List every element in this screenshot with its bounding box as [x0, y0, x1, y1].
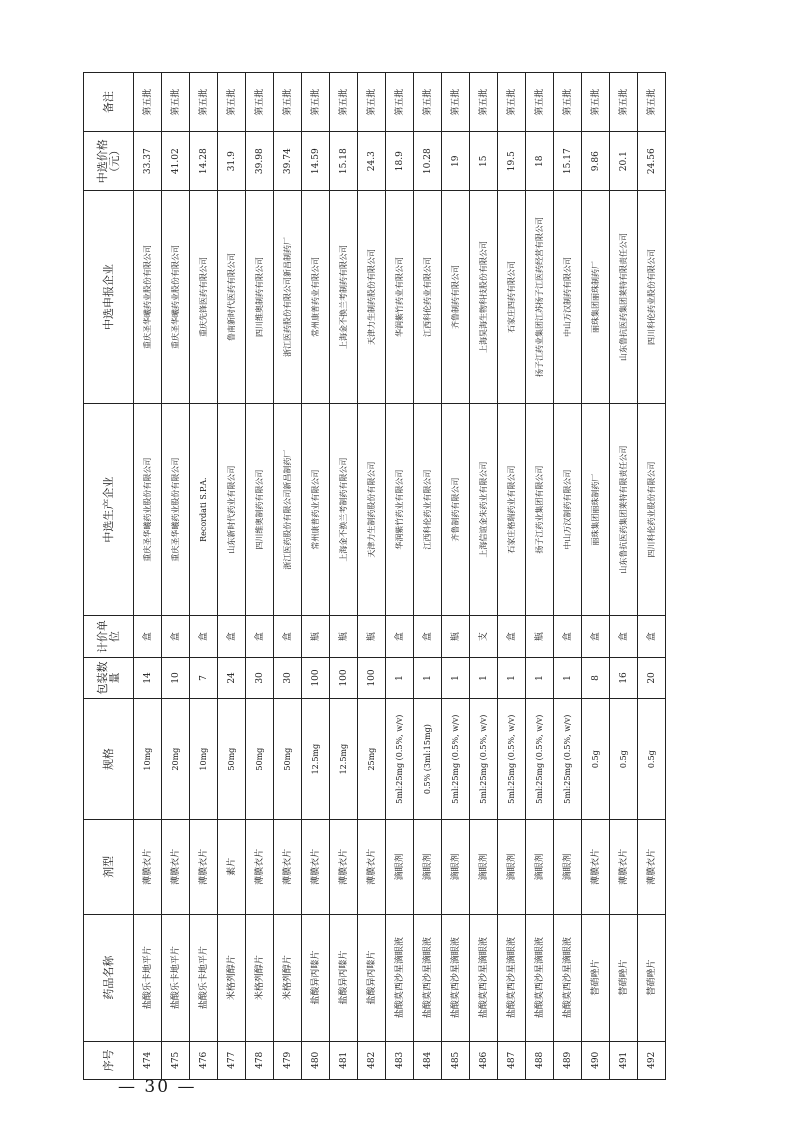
col-header-dosage-form: 剂型	[84, 820, 134, 914]
cell-index: 475	[162, 1041, 190, 1079]
cell-index: 488	[526, 1041, 554, 1079]
cell-unit: 瓶	[442, 616, 470, 657]
cell-unit: 盒	[190, 616, 218, 657]
table-row	[498, 73, 526, 1080]
cell-unit: 盒	[218, 616, 246, 657]
cell-applicant: 齐鲁制药有限公司	[442, 191, 470, 404]
cell-dosage-form: 滴眼剂	[526, 820, 554, 914]
cell-index: 480	[302, 1041, 330, 1079]
table-row	[190, 73, 218, 1080]
cell-price: 19	[442, 132, 470, 191]
cell-drug-name: 替硝唑片	[610, 914, 638, 1041]
cell-pack-qty: 1	[470, 657, 498, 698]
table-row	[218, 73, 246, 1080]
cell-manufacturer: 四川维奥制药有限公司	[246, 403, 274, 616]
cell-index: 476	[190, 1041, 218, 1079]
cell-spec: 10mg	[134, 699, 162, 820]
cell-remark: 第五批	[498, 73, 526, 132]
cell-index: 481	[330, 1041, 358, 1079]
cell-drug-name: 盐酸莫西沙星滴眼液	[498, 914, 526, 1041]
table-row	[442, 73, 470, 1080]
cell-applicant: 四川维奥制药有限公司	[246, 191, 274, 404]
cell-spec: 50mg	[274, 699, 302, 820]
cell-remark: 第五批	[218, 73, 246, 132]
cell-drug-name: 盐酸莫西沙星滴眼液	[470, 914, 498, 1041]
cell-spec: 5ml:25mg (0.5%, w/v)	[470, 699, 498, 820]
cell-spec: 12.5mg	[330, 699, 358, 820]
cell-manufacturer: 扬子江药业集团有限公司	[526, 403, 554, 616]
cell-pack-qty: 30	[274, 657, 302, 698]
cell-manufacturer: 石家庄格瑞药业有限公司	[498, 403, 526, 616]
cell-spec: 0.5g	[638, 699, 666, 820]
cell-dosage-form: 薄膜衣片	[582, 820, 610, 914]
cell-unit: 支	[470, 616, 498, 657]
cell-unit: 盒	[414, 616, 442, 657]
cell-pack-qty: 8	[582, 657, 610, 698]
cell-remark: 第五批	[442, 73, 470, 132]
cell-price: 14.28	[190, 132, 218, 191]
col-header-pack-qty: 包装数量	[84, 657, 134, 698]
table-row	[526, 73, 554, 1080]
cell-manufacturer: 山东新时代药业有限公司	[218, 403, 246, 616]
cell-index: 486	[470, 1041, 498, 1079]
cell-spec: 25mg	[358, 699, 386, 820]
table-row	[386, 73, 414, 1080]
cell-price: 19.5	[498, 132, 526, 191]
cell-drug-name: 盐酸莫西沙星滴眼液	[526, 914, 554, 1041]
cell-dosage-form: 薄膜衣片	[162, 820, 190, 914]
cell-pack-qty: 30	[246, 657, 274, 698]
cell-index: 487	[498, 1041, 526, 1079]
cell-pack-qty: 1	[526, 657, 554, 698]
cell-index: 483	[386, 1041, 414, 1079]
cell-price: 20.1	[610, 132, 638, 191]
cell-unit: 瓶	[330, 616, 358, 657]
cell-price: 39.74	[274, 132, 302, 191]
cell-unit: 盒	[246, 616, 274, 657]
cell-remark: 第五批	[162, 73, 190, 132]
cell-remark: 第五批	[470, 73, 498, 132]
cell-pack-qty: 1	[554, 657, 582, 698]
cell-spec: 5ml:25mg (0.5%, w/v)	[498, 699, 526, 820]
cell-drug-name: 米格列醇片	[274, 914, 302, 1041]
cell-spec: 5ml:25mg (0.5%, w/v)	[442, 699, 470, 820]
cell-manufacturer: 上海金不换兰考制药有限公司	[330, 403, 358, 616]
cell-pack-qty: 100	[330, 657, 358, 698]
cell-drug-name: 盐酸异丙嗪片	[302, 914, 330, 1041]
cell-applicant: 上海昊海生物科技股份有限公司	[470, 191, 498, 404]
table-body	[134, 73, 666, 1080]
cell-index: 484	[414, 1041, 442, 1079]
cell-drug-name: 盐酸乐卡地平片	[134, 914, 162, 1041]
cell-dosage-form: 滴眼剂	[470, 820, 498, 914]
col-header-remark: 备注	[84, 73, 134, 132]
cell-price: 24.3	[358, 132, 386, 191]
cell-applicant: 重庆先锋医药有限公司	[190, 191, 218, 404]
cell-spec: 0.5g	[582, 699, 610, 820]
cell-drug-name: 替硝唑片	[638, 914, 666, 1041]
cell-spec: 0.5% (3ml:15mg)	[414, 699, 442, 820]
cell-drug-name: 盐酸乐卡地平片	[190, 914, 218, 1041]
cell-applicant: 鲁南新时代医药有限公司	[218, 191, 246, 404]
cell-unit: 瓶	[358, 616, 386, 657]
cell-unit: 瓶	[302, 616, 330, 657]
cell-manufacturer: 华润紫竹药业有限公司	[386, 403, 414, 616]
col-header-index: 序号	[84, 1041, 134, 1079]
cell-applicant: 重庆圣华曦药业股份有限公司	[134, 191, 162, 404]
cell-applicant: 扬子江药业集团江苏扬子江医药经营有限公司	[526, 191, 554, 404]
cell-price: 33.37	[134, 132, 162, 191]
cell-drug-name: 盐酸莫西沙星滴眼液	[554, 914, 582, 1041]
cell-dosage-form: 滴眼剂	[498, 820, 526, 914]
cell-applicant: 中山万汉制药有限公司	[554, 191, 582, 404]
cell-price: 15	[470, 132, 498, 191]
table-row	[358, 73, 386, 1080]
cell-pack-qty: 20	[638, 657, 666, 698]
cell-manufacturer: 常州康普药业有限公司	[302, 403, 330, 616]
cell-dosage-form: 薄膜衣片	[134, 820, 162, 914]
cell-price: 41.02	[162, 132, 190, 191]
table-row	[554, 73, 582, 1080]
cell-dosage-form: 滴眼剂	[414, 820, 442, 914]
table-row	[414, 73, 442, 1080]
cell-pack-qty: 7	[190, 657, 218, 698]
cell-manufacturer: Recordati S.P.A.	[190, 403, 218, 616]
cell-applicant: 华润紫竹药业有限公司	[386, 191, 414, 404]
cell-remark: 第五批	[190, 73, 218, 132]
cell-spec: 12.5mg	[302, 699, 330, 820]
cell-index: 490	[582, 1041, 610, 1079]
cell-spec: 5ml:25mg (0.5%, w/v)	[554, 699, 582, 820]
table-row	[470, 73, 498, 1080]
cell-dosage-form: 薄膜衣片	[638, 820, 666, 914]
cell-remark: 第五批	[358, 73, 386, 132]
cell-drug-name: 盐酸异丙嗪片	[358, 914, 386, 1041]
cell-drug-name: 米格列醇片	[218, 914, 246, 1041]
cell-drug-name: 替硝唑片	[582, 914, 610, 1041]
cell-dosage-form: 薄膜衣片	[274, 820, 302, 914]
cell-dosage-form: 薄膜衣片	[358, 820, 386, 914]
table-row	[134, 73, 162, 1080]
col-header-spec: 规格	[84, 699, 134, 820]
cell-drug-name: 米格列醇片	[246, 914, 274, 1041]
cell-index: 479	[274, 1041, 302, 1079]
cell-dosage-form: 滴眼剂	[386, 820, 414, 914]
cell-applicant: 四川科伦药业股份有限公司	[638, 191, 666, 404]
table-row	[302, 73, 330, 1080]
cell-manufacturer: 山东鲁抗医药集团莱特有限责任公司	[610, 403, 638, 616]
cell-index: 491	[610, 1041, 638, 1079]
cell-price: 15.17	[554, 132, 582, 191]
cell-index: 492	[638, 1041, 666, 1079]
cell-manufacturer: 浙江医药股份有限公司新昌制药厂	[274, 403, 302, 616]
cell-dosage-form: 素片	[218, 820, 246, 914]
cell-manufacturer: 重庆圣华曦药业股份有限公司	[162, 403, 190, 616]
procurement-table	[83, 72, 666, 1080]
cell-pack-qty: 1	[386, 657, 414, 698]
cell-pack-qty: 1	[442, 657, 470, 698]
cell-pack-qty: 10	[162, 657, 190, 698]
cell-pack-qty: 100	[358, 657, 386, 698]
cell-remark: 第五批	[414, 73, 442, 132]
cell-dosage-form: 滴眼剂	[442, 820, 470, 914]
cell-remark: 第五批	[246, 73, 274, 132]
cell-unit: 盒	[638, 616, 666, 657]
table-row	[610, 73, 638, 1080]
table-row	[582, 73, 610, 1080]
cell-applicant: 浙江医药股份有限公司新昌制药厂	[274, 191, 302, 404]
cell-drug-name: 盐酸莫西沙星滴眼液	[386, 914, 414, 1041]
cell-spec: 0.5g	[610, 699, 638, 820]
cell-pack-qty: 24	[218, 657, 246, 698]
cell-unit: 盒	[554, 616, 582, 657]
cell-unit: 盒	[386, 616, 414, 657]
table-row	[274, 73, 302, 1080]
cell-remark: 第五批	[554, 73, 582, 132]
cell-applicant: 山东鲁抗医药集团莱特有限责任公司	[610, 191, 638, 404]
cell-applicant: 江西科伦药业有限公司	[414, 191, 442, 404]
cell-drug-name: 盐酸乐卡地平片	[162, 914, 190, 1041]
cell-spec: 10mg	[190, 699, 218, 820]
table-row	[246, 73, 274, 1080]
cell-index: 482	[358, 1041, 386, 1079]
cell-applicant: 丽珠集团丽珠制药厂	[582, 191, 610, 404]
page-number: — 30 —	[118, 1077, 197, 1097]
cell-spec: 20mg	[162, 699, 190, 820]
cell-remark: 第五批	[302, 73, 330, 132]
cell-price: 14.59	[302, 132, 330, 191]
col-header-manufacturer: 中选生产企业	[84, 403, 134, 616]
cell-unit: 盒	[134, 616, 162, 657]
cell-dosage-form: 薄膜衣片	[330, 820, 358, 914]
cell-applicant: 石家庄四药有限公司	[498, 191, 526, 404]
col-header-drug-name: 药品名称	[84, 914, 134, 1041]
cell-index: 478	[246, 1041, 274, 1079]
cell-remark: 第五批	[526, 73, 554, 132]
cell-index: 477	[218, 1041, 246, 1079]
cell-dosage-form: 薄膜衣片	[302, 820, 330, 914]
cell-manufacturer: 丽珠集团丽珠制药厂	[582, 403, 610, 616]
cell-spec: 5ml:25mg (0.5%, w/v)	[386, 699, 414, 820]
cell-dosage-form: 薄膜衣片	[610, 820, 638, 914]
cell-price: 9.86	[582, 132, 610, 191]
cell-remark: 第五批	[638, 73, 666, 132]
cell-pack-qty: 100	[302, 657, 330, 698]
col-header-unit: 计价单位	[84, 616, 134, 657]
cell-price: 31.9	[218, 132, 246, 191]
cell-manufacturer: 江西科伦药业有限公司	[414, 403, 442, 616]
cell-remark: 第五批	[610, 73, 638, 132]
col-header-applicant: 中选申报企业	[84, 191, 134, 404]
cell-manufacturer: 上海信谊金朱药业有限公司	[470, 403, 498, 616]
cell-remark: 第五批	[274, 73, 302, 132]
cell-dosage-form: 滴眼剂	[554, 820, 582, 914]
cell-unit: 盒	[610, 616, 638, 657]
col-header-price: 中选价格（元）	[84, 132, 134, 191]
cell-unit: 盒	[498, 616, 526, 657]
cell-price: 15.18	[330, 132, 358, 191]
table-header-row	[84, 73, 134, 1080]
cell-remark: 第五批	[330, 73, 358, 132]
cell-spec: 50mg	[218, 699, 246, 820]
table-row	[638, 73, 666, 1080]
table-row	[162, 73, 190, 1080]
table-row	[330, 73, 358, 1080]
cell-pack-qty: 1	[498, 657, 526, 698]
cell-applicant: 上海金不换兰考制药有限公司	[330, 191, 358, 404]
cell-manufacturer: 四川科伦药业股份有限公司	[638, 403, 666, 616]
cell-unit: 盒	[582, 616, 610, 657]
cell-index: 474	[134, 1041, 162, 1079]
cell-pack-qty: 14	[134, 657, 162, 698]
cell-remark: 第五批	[134, 73, 162, 132]
cell-price: 24.56	[638, 132, 666, 191]
cell-spec: 50mg	[246, 699, 274, 820]
cell-unit: 瓶	[526, 616, 554, 657]
cell-applicant: 重庆圣华曦药业股份有限公司	[162, 191, 190, 404]
cell-unit: 盒	[162, 616, 190, 657]
cell-pack-qty: 1	[414, 657, 442, 698]
cell-dosage-form: 薄膜衣片	[190, 820, 218, 914]
cell-drug-name: 盐酸莫西沙星滴眼液	[442, 914, 470, 1041]
rotated-table-container	[83, 72, 665, 1080]
cell-unit: 盒	[274, 616, 302, 657]
cell-drug-name: 盐酸莫西沙星滴眼液	[414, 914, 442, 1041]
cell-applicant: 天津力生制药股份有限公司	[358, 191, 386, 404]
cell-pack-qty: 16	[610, 657, 638, 698]
cell-price: 18.9	[386, 132, 414, 191]
cell-dosage-form: 薄膜衣片	[246, 820, 274, 914]
cell-remark: 第五批	[386, 73, 414, 132]
cell-price: 10.28	[414, 132, 442, 191]
cell-applicant: 常州康普药业有限公司	[302, 191, 330, 404]
cell-manufacturer: 齐鲁制药有限公司	[442, 403, 470, 616]
cell-price: 18	[526, 132, 554, 191]
cell-manufacturer: 重庆圣华曦药业股份有限公司	[134, 403, 162, 616]
cell-manufacturer: 中山万汉制药有限公司	[554, 403, 582, 616]
cell-remark: 第五批	[582, 73, 610, 132]
cell-spec: 5ml:25mg (0.5%, w/v)	[526, 699, 554, 820]
cell-index: 489	[554, 1041, 582, 1079]
cell-drug-name: 盐酸异丙嗪片	[330, 914, 358, 1041]
cell-index: 485	[442, 1041, 470, 1079]
cell-price: 39.98	[246, 132, 274, 191]
cell-manufacturer: 天津力生制药股份有限公司	[358, 403, 386, 616]
